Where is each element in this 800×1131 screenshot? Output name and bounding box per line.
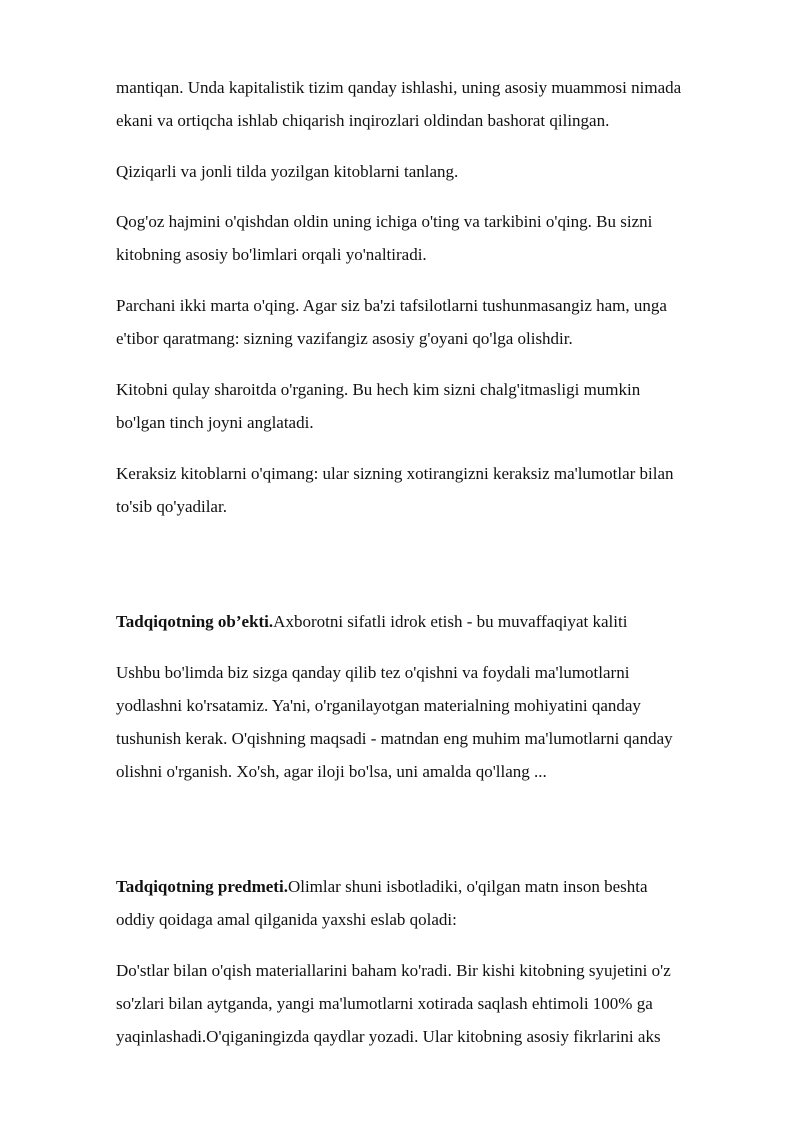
paragraph-read-twice (116, 289, 748, 355)
paragraph-choose-books (116, 155, 748, 188)
text-line: mantiqan. Unda kapitalistik tizim qanday ishlashi, uning asosiy muammosi nimada (116, 78, 682, 97)
text-line: Parchani ikki marta o'qing. Agar siz ba'zi tafsilotlarni tushunmasangiz ham, unga (116, 296, 667, 315)
section-lead-rest: Axborotni sifatli idrok etish - bu muvaffaqiyat kaliti (273, 612, 628, 631)
text-line: Kitobni qulay sharoitda o'rganing. Bu hech kim sizni chalg'itmasligi mumkin (116, 380, 641, 399)
text-line: Qog'oz hajmini o'qishdan oldin uning ichiga o'ting va tarkibini o'qing. Bu sizni (116, 212, 653, 231)
research-subject-heading (116, 870, 748, 936)
text-line: Do'stlar bilan o'qish materiallarini baham ko'radi. Bir kishi kitobning syujetini o'z (116, 961, 671, 980)
text-line: Ushbu bo'limda biz sizga qanday qilib tez o'qishni va foydali ma'lumotlarni (116, 663, 630, 682)
text-line: Olimlar shuni isbotladiki, o'qilgan matn inson beshta (287, 877, 648, 896)
text-line: so'zlari bilan aytganda, yangi ma'lumotlarni xotirada saqlash ehtimoli 100% ga (116, 994, 653, 1013)
research-object-heading (116, 605, 748, 638)
paragraph-capitalism (116, 71, 748, 137)
research-subject-body (116, 954, 748, 1053)
text-line: kitobning asosiy bo'limlari orqali yo'naltiradi. (116, 245, 427, 264)
text-line: e'tibor qaratmang: sizning vazifangiz asosiy g'oyani qo'lga olishdir. (116, 329, 573, 348)
text-line: to'sib qo'yadilar. (116, 497, 227, 516)
text-line: yodlashni ko'rsatamiz. Ya'ni, o'rganilayotgan materialning mohiyatini qanday (116, 696, 641, 715)
text-line: tushunish kerak. O'qishning maqsadi - matndan eng muhim ma'lumotlarni qanday (116, 729, 673, 748)
text-line: ekani va ortiqcha ishlab chiqarish inqirozlari oldindan bashorat qilingan. (116, 111, 610, 130)
text-line: bo'lgan tinch joyni anglatadi. (116, 413, 314, 432)
text-line: Keraksiz kitoblarni o'qimang: ular sizning xotirangizni keraksiz ma'lumotlar bilan (116, 464, 674, 483)
text-line: Qiziqarli va jonli tilda yozilgan kitoblarni tanlang. (116, 162, 459, 181)
text-line: oddiy qoidaga amal qilganida yaxshi eslab qoladi: (116, 910, 457, 929)
section-lead: Tadqiqotning predmeti. (116, 877, 288, 896)
text-line: yaqinlashadi.O'qiganingizda qaydlar yozadi. Ular kitobning asosiy fikrlarini aks (116, 1027, 661, 1046)
paragraph-unnecessary-books (116, 457, 748, 523)
section-lead: Tadqiqotning ob’ekti. (116, 612, 274, 631)
paragraph-comfortable-place (116, 373, 748, 439)
research-object-body (116, 656, 748, 788)
text-line: olishni o'rganish. Xo'sh, agar iloji bo'lsa, uni amalda qo'llang ... (116, 762, 547, 781)
paragraph-table-of-contents (116, 205, 748, 271)
